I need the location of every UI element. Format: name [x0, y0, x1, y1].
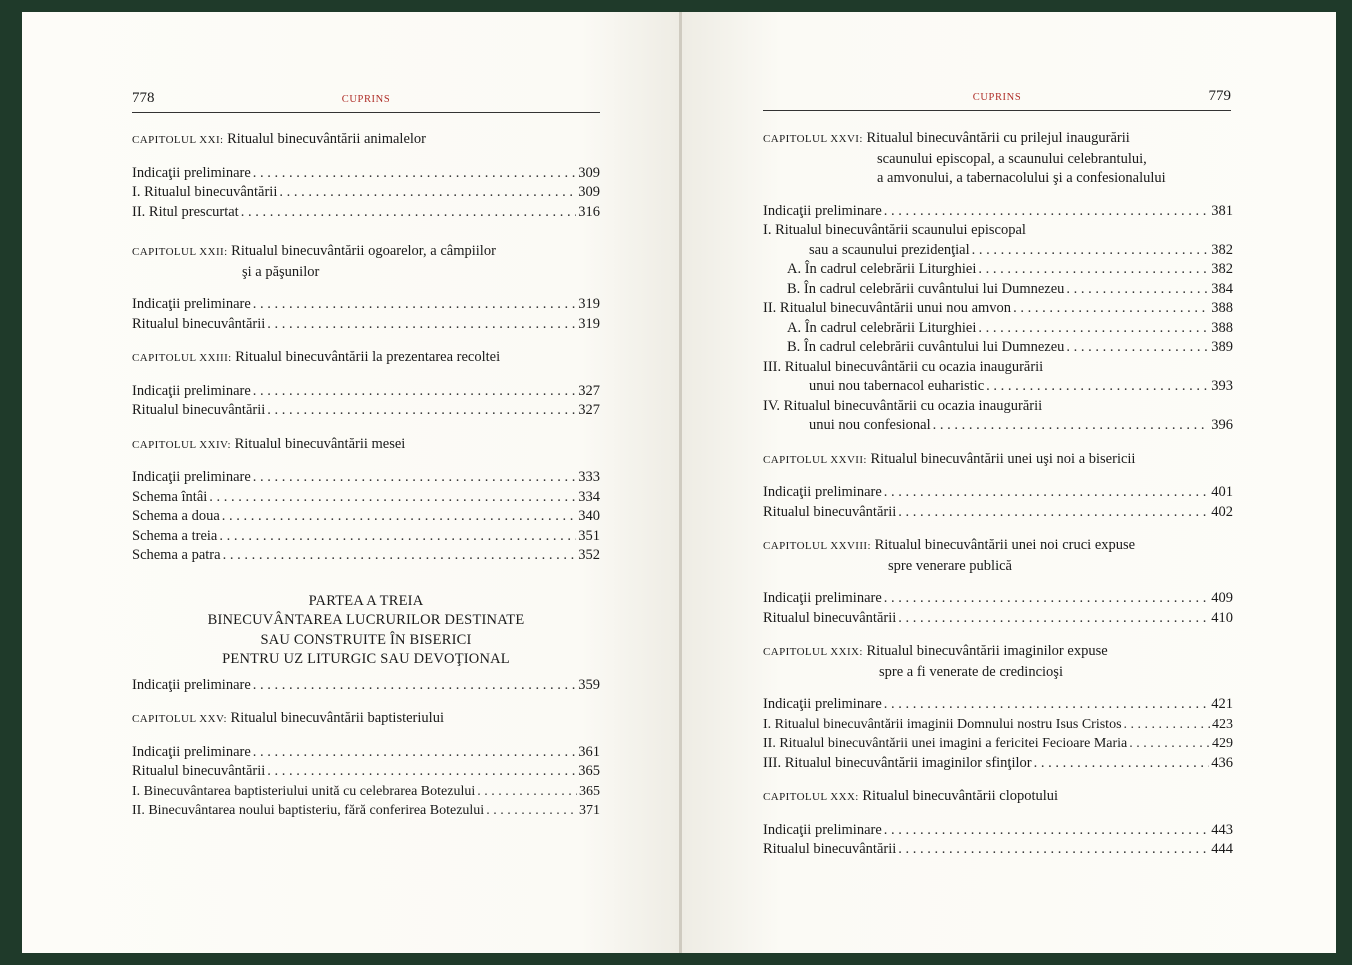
right-page-header	[763, 88, 1231, 111]
toc-entry[interactable]: III. Ritualul binecuvântării cu ocazia inaugurării	[763, 358, 1044, 375]
toc-entry[interactable]: II. Ritualul binecuvântării unei imagini a fericitei Fecioare Maria . . . 429	[763, 734, 1233, 754]
toc-entry[interactable]: Ritualul binecuvântării . . . 402	[763, 503, 1233, 523]
toc-entry[interactable]: Indicaţii preliminare . . . 409	[763, 589, 1233, 609]
toc-entry[interactable]: unui nou tabernacol euharistic . . . 393	[763, 377, 1233, 397]
chapter-heading: CAPITOLUL XXX: Ritualul binecuvântării clopotului	[763, 788, 1059, 804]
toc-entry[interactable]: A. În cadrul celebrării Liturghiei . . . 382	[763, 260, 1233, 280]
toc-entry[interactable]: Indicaţii preliminare . . . 381	[763, 202, 1233, 222]
toc-entry[interactable]: I. Ritualul binecuvântării scaunului episcopal	[763, 222, 1026, 238]
chapter-heading: CAPITOLUL XXI: Ritualul binecuvântării animalelor	[132, 131, 427, 147]
right-toc: CAPITOLUL XXVI: Ritualul binecuvântării cu prilejul inaugurării scaunului episcopal, a scaunului celebrantului, a amvonului, a tabernacolului şi a confesionalului Indicaţii preliminare . . . 381 I. Ritualul binecuvântării scaunului episcopal sau a scaunului prezidenţial . . . 382 A. În cadrul celebrării Liturghiei . . . 382 B. În cadrul celebrării cuvântului lui Dumnezeu . . . 384 II. Ritualul binecuvântării unui nou amvon . . . 388 A. În cadrul celebrării Liturghiei . . . 388 B. În cadrul celebrării cuvântului lui Dumnezeu . . . 389 III. Ritualul binecuvântării cu ocazia inaugurării unui nou tabernacol euharistic . . . 393 IV. Ritualul binecuvântării cu ocazia inaugurării unui nou confesional . . . 396 CAPITOLUL XXVII: Ritualul binecuvântării unei uşi noi a bisericii Indicaţii preliminare . . . 401 Ritualul binecuvântării . . . 402 CAPITOLUL XXVIII: Ritualul binecuvântării unei noi cruci expuse spre venerare publică Indicaţii preliminare . . . 409 Ritualul binecuvântării . . . 410 CAPITOLUL XXIX: Ritualul binecuvântării imaginilor expuse spre a fi venerate de credincioşi Indicaţii preliminare . . . 421 I. Ritualul binecuvântării imaginii Domnului nostru Isus Cristos . . . 423 II. Ritualul binecuvântării unei imagini a fericitei Fecioare Maria . . . 429 III. Ritualul binecuvântării imaginilor sfinţilor . . . 436 CAPITOLUL XXX: Ritualul binecuvântării clopotului Indicaţii preliminare . . . 443 Ritualul binecuvântării . . . 444	[763, 129, 1233, 860]
toc-entry[interactable]: III. Ritualul binecuvântării imaginilor sfinţilor . . . 436	[763, 754, 1233, 774]
toc-entry[interactable]: Indicaţii preliminare . . . 359	[132, 676, 600, 696]
toc-entry[interactable]: II. Ritualul binecuvântării unui nou amvon . . . 388	[763, 299, 1233, 319]
chapter-heading: CAPITOLUL XXVIII: Ritualul binecuvântării unei noi cruci expuse	[763, 537, 1136, 553]
chapter-heading: CAPITOLUL XXIX: Ritualul binecuvântării imaginilor expuse	[763, 643, 1108, 659]
toc-entry[interactable]: sau a scaunului prezidenţial . . . 382	[763, 241, 1233, 261]
toc-entry[interactable]: B. În cadrul celebrării cuvântului lui Dumnezeu . . . 389	[763, 338, 1233, 358]
toc-entry[interactable]: I. Ritualul binecuvântării . . . 309	[132, 183, 600, 203]
toc-entry[interactable]: IV. Ritualul binecuvântării cu ocazia inaugurării	[763, 397, 1043, 414]
chapter-heading: CAPITOLUL XXIV: Ritualul binecuvântării mesei	[132, 435, 406, 452]
toc-entry[interactable]: II. Ritul prescurtat . . . 316	[132, 203, 600, 223]
right-header-title: CUPRINS	[972, 92, 1022, 103]
toc-entry[interactable]: Indicaţii preliminare . . . 361	[132, 743, 600, 763]
toc-entry[interactable]: Schema a patra . . . 352	[132, 546, 600, 566]
toc-entry[interactable]: Ritualul binecuvântării . . . 365	[132, 762, 600, 782]
toc-entry[interactable]: Ritualul binecuvântării . . . 327	[132, 401, 600, 421]
toc-entry[interactable]: Indicaţii preliminare . . . 333	[132, 468, 600, 488]
left-page-number: 778	[132, 90, 155, 106]
left-header-title: CUPRINS	[341, 94, 391, 105]
toc-entry[interactable]: A. În cadrul celebrării Liturghiei . . . 388	[763, 319, 1233, 339]
toc-entry[interactable]: unui nou confesional . . . 396	[763, 416, 1233, 436]
chapter-heading: CAPITOLUL XXV: Ritualul binecuvântării baptisteriului	[132, 710, 444, 726]
toc-entry[interactable]: Ritualul binecuvântării . . . 444	[763, 840, 1233, 860]
chapter-heading-cont: şi a păşunilor	[242, 263, 320, 280]
left-toc	[132, 130, 600, 821]
chapter-heading: CAPITOLUL XXVI: Ritualul binecuvântării cu prilejul inaugurării	[763, 130, 1130, 146]
toc-entry[interactable]: Indicaţii preliminare . . . 443	[763, 821, 1233, 841]
toc-entry[interactable]: Indicaţii preliminare . . . 309	[132, 164, 600, 184]
chapter-heading: CAPITOLUL XXVII: Ritualul binecuvântării unei uşi noi a bisericii	[763, 450, 1136, 467]
toc-entry[interactable]: Schema a doua . . . 340	[132, 507, 600, 527]
left-page-header	[132, 90, 600, 113]
chapter-heading: CAPITOLUL XXII: Ritualul binecuvântării ogoarelor, a câmpiilor	[132, 243, 496, 259]
left-page	[22, 12, 680, 953]
toc-entry[interactable]: I. Ritualul binecuvântării imaginii Domnului nostru Isus Cristos . . . 423	[763, 715, 1233, 735]
right-page	[682, 12, 1336, 953]
toc-entry[interactable]: Indicaţii preliminare . . . 319	[132, 295, 600, 315]
toc-entry[interactable]: I. Binecuvântarea baptisteriului unită cu celebrarea Botezului . . . 365	[132, 782, 600, 802]
toc-entry[interactable]: B. În cadrul celebrării cuvântului lui Dumnezeu . . . 384	[763, 280, 1233, 300]
toc-entry[interactable]: II. Binecuvântarea noului baptisteriu, fără conferirea Botezului . . . 371	[132, 801, 600, 821]
toc-entry[interactable]: Ritualul binecuvântării . . . 410	[763, 609, 1233, 629]
toc-entry[interactable]: Ritualul binecuvântării . . . 319	[132, 315, 600, 335]
right-page-number: 779	[1208, 88, 1231, 104]
chapter-heading: CAPITOLUL XXIII: Ritualul binecuvântării la prezentarea recoltei	[132, 349, 501, 365]
toc-entry[interactable]: Indicaţii preliminare . . . 327	[132, 382, 600, 402]
toc-entry[interactable]: Indicaţii preliminare . . . 401	[763, 483, 1233, 503]
toc-entry[interactable]: Schema întâi . . . 334	[132, 488, 600, 508]
toc-entry[interactable]: Schema a treia . . . 351	[132, 527, 600, 547]
part-heading: PARTEA A TREIA BINECUVÂNTAREA LUCRURILOR DESTINATE SAU CONSTRUITE ÎN BISERICI PENTRU UZ LITURGIC SAU DEVOŢIONAL	[207, 592, 525, 667]
toc-entry[interactable]: Indicaţii preliminare . . . 421	[763, 695, 1233, 715]
